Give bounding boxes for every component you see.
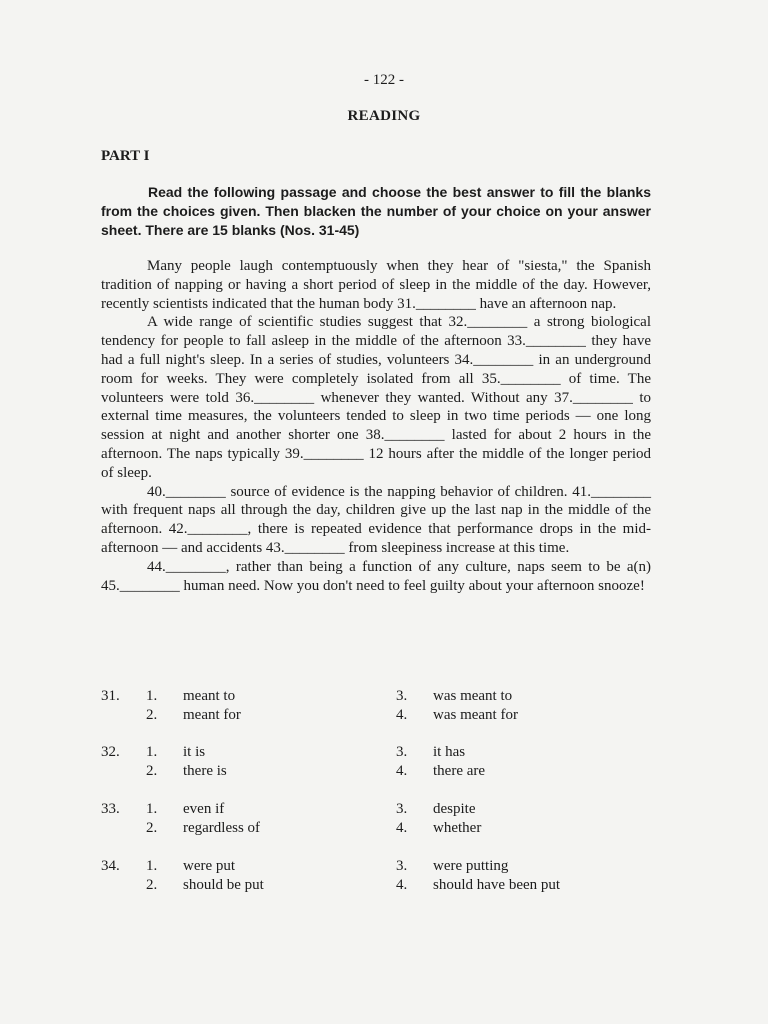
choice-text: it is [183, 744, 206, 760]
question-number: 33. [101, 801, 120, 817]
choice-number: 4. [396, 876, 408, 893]
choice-number: 3. [396, 688, 408, 704]
question-34 [0, 858, 768, 915]
choice-number: 4. [396, 762, 408, 779]
choice-text: whether [433, 819, 482, 836]
question-list [0, 688, 768, 915]
choice-text: regardless of [183, 819, 261, 836]
choice-text: there are [433, 762, 486, 779]
question-31 [0, 688, 768, 744]
choice-number: 1. [146, 858, 158, 874]
section-title: READING [347, 108, 421, 124]
question-number: 31. [101, 688, 120, 704]
choice-text: should have been put [433, 876, 561, 893]
passage-paragraph: A wide range of scientific studies suggest that 32.________ a strong biological tendency for people to fall asleep in the middle of the afternoon 33.________ they have had a full night's sleep. In a series of studies, volunteers 34.________ in an underground room for weeks. They were completely isolated from all 35.________ of time. The volunteers were told 36.________ whenever they wanted. Without any 37.________ to external time measures, the volunteers tended to sleep in two time periods — one long session at night and another shorter one 38.________ lasted for about 2 hours in the afternoon. The naps typically 39.________ 12 hours after the middle of the longer period of sleep. [101, 314, 651, 481]
choice-text: meant to [183, 688, 236, 704]
choice-number: 1. [146, 744, 158, 760]
reading-passage [101, 257, 651, 595]
part-heading: PART I [101, 148, 150, 164]
choice-number: 3. [396, 801, 408, 817]
passage-paragraph: 40.________ source of evidence is the napping behavior of children. 41.________ with frequent naps all through the day, children give up the last nap in the middle of the afternoon. 42.________, there is repeated evidence that performance drops in the mid-afternoon — and accidents 43.________ from sleepiness increase at this time. [101, 483, 651, 556]
choice-number: 2. [146, 876, 158, 893]
passage-paragraph: Many people laugh contemptuously when they hear of "siesta," the Spanish tradition of napping or having a short period of sleep in the middle of the day. However, recently scientists indicated that the human body 31.________ have an afternoon nap. [101, 258, 651, 312]
choice-number: 4. [396, 819, 408, 836]
choice-number: 2. [146, 706, 158, 723]
choice-text: meant for [183, 706, 241, 723]
choice-text: was meant for [433, 706, 518, 723]
question-32 [0, 744, 768, 801]
question-number: 34. [101, 858, 120, 874]
choice-number: 3. [396, 744, 408, 760]
choice-text: even if [183, 801, 225, 817]
choice-text: were put [183, 858, 236, 874]
choice-text: were putting [433, 858, 509, 874]
choice-text: it has [433, 744, 466, 760]
choice-text: was meant to [433, 688, 513, 704]
choice-number: 1. [146, 801, 158, 817]
page-number: - 122 - [364, 72, 404, 88]
choice-text: despite [433, 801, 476, 817]
passage-paragraph: 44.________, rather than being a function of any culture, naps seem to be a(n) 45.________ human need. Now you don't need to feel guilty about your afternoon snooze! [101, 558, 651, 594]
instructions: Read the following passage and choose the best answer to fill the blanks from the choices given. Then blacken the number of your choice on your answer sheet. There are 15 blanks (Nos. 31-45) [101, 184, 651, 238]
question-33 [0, 801, 768, 858]
choice-number: 4. [396, 706, 408, 723]
choice-number: 1. [146, 688, 158, 704]
choice-text: there is [183, 762, 227, 779]
choice-number: 3. [396, 858, 408, 874]
choice-text: should be put [183, 876, 264, 893]
choice-number: 2. [146, 762, 158, 779]
question-number: 32. [101, 744, 120, 760]
choice-number: 2. [146, 819, 158, 836]
